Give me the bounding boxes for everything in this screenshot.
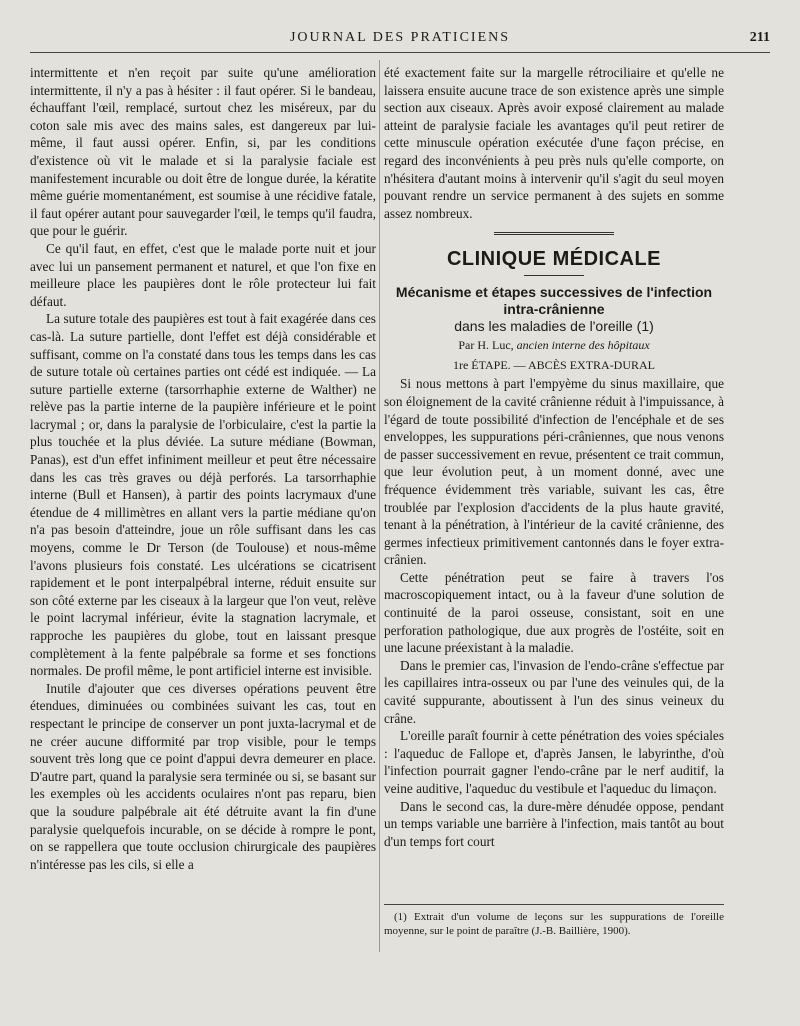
paragraph: L'oreille paraît fournir à cette pénétration des voies spéciales : l'aqueduc de Fallope et, d'après Jansen, le labyrinthe, d'où l'infection pourrait gagner l'endo-crâne par le nerf auditif, la veine auditive, l'aqueduc du vestibule et l'aqueduc du limaçon.	[384, 728, 724, 796]
stage-heading: 1re ÉTAPE. — ABCÈS EXTRA-DURAL	[452, 358, 656, 373]
paragraph: intermittente et n'en reçoit par suite qu'une amélioration intermittente, il n'y a pas à hésiter : il faut opérer. Si le bandeau, échauffant l'œil, remplacé, surtout chez les miséreux, par du coton sale mis avec des mains sales, est dangereux par lui-même, il faut aussi opérer. Enfin, si, par les conditions d'existence où vit le malade et si la paralysie faciale est manifestement incurable ou doit être de longue durée, la kératite même guérie momentanément, est soumise à une récidive fatale, il faut opérer autant pour sauvegarder l'œil, le temps qu'il faudra, que pour le guérir.	[30, 65, 376, 239]
running-title: JOURNAL DES PRATICIENS	[289, 30, 511, 45]
page-header	[30, 30, 770, 50]
right-column	[384, 64, 724, 850]
section-title: CLINIQUE MÉDICALE	[446, 248, 662, 271]
article-title-line-1: Mécanisme et étapes successives de l'infection intra-crânienne	[395, 284, 713, 318]
paragraph: La suture totale des paupières est tout à fait exagérée dans ces cas-là. La suture partielle, dont l'effet est déjà considérable et suffisant, comme on l'a constaté dans tous les temps dans les cas de suture totale où certaines parties ont cédé est indiquée. — La suture partielle externe (tarsorrhaphie externe de Walther) ne relève pas la partie interne de la paupière inférieure et le point lacrymal ; or, dans la paralysie de l'orbiculaire, c'est la partie la plus touchée et la plus déviée. La suture médiane (Bowman, Panas), est d'un effet infiniment meilleur et peut être nécessaire dans les cas très graves ou déjà perforés. La tarsorrhaphie interne (Bull et Hansen), à partir des points lacrymaux d'une étendue de 4 millimètres en allant vers la partie médiane qu'on n'a pas besoin d'atteindre, joue un rôle suffisant dans les cas moyens, comme le Dr Terson (de Toulouse) et nous-même l'avons plusieurs fois constaté. Les ulcérations se cicatrisent rapidement et le pont interpalpébral interne, réduit ensuite sur son côté externe par les ciseaux à la largeur que l'on veut, relève le point lacrymal inférieur, évite la stagnation lacrymale, et rapproche les paupières du globe, tout en laissant presque complètement à la fente palpébrale sa forme et ses fonctions normales. De profil même, le pont artificiel interne est invisible.	[30, 311, 376, 679]
paragraph: Inutile d'ajouter que ces diverses opérations peuvent être étendues, diminuées ou combinées suivant les cas, tout en respectant le principe de conserver un pont juxta-lacrymal et de ne créer aucune difformité par trop visible, pour le temps souvent très long que ce point d'appui devra demeurer en place. D'autre part, quand la paralysie sera terminée ou si, se basant sur les exemples où les accidents oculaires n'ont pas reparu, bien que la soudure palpébrale ait été détruite avant la fin d'une paralysie quelquefois incurable, on se décide à rompre le pont, on se rappellera que toute occlusion chirurgicale des paupières n'intéresse pas les cils, si elle a	[30, 680, 376, 872]
column-divider	[379, 60, 380, 952]
header-rule	[30, 52, 770, 53]
paragraph: Ce qu'il faut, en effet, c'est que le malade porte nuit et jour avec lui un pansement permanent et naturel, et que l'on fixe en meilleure place les paupières dont le rôle protecteur lui fait défaut.	[30, 240, 376, 309]
footnote	[384, 910, 724, 938]
section-separator	[494, 232, 614, 237]
paragraph: Dans le second cas, la dure-mère dénudée oppose, pendant un temps variable une barrière à l'infection, mais tantôt au bout d'un temps fort court	[384, 798, 724, 849]
title-rule	[524, 275, 584, 276]
paragraph: Si nous mettons à part l'empyème du sinus maxillaire, que son éloignement de la cavité crânienne réduit à l'impuissance, à l'égard de toute possibilité d'infection de l'encéphale et de ses enveloppes, les suppurations péri-crâniennes, que nous venons de passer successivement en revue, présentent ce trait commun, que leur évolution peut, à un moment donné, avec une fréquence évidemment très variable, suivant les cas, être troublée par l'explosion d'accidents de la plus haute gravité, tenant à la pénétration, à l'intérieur de la cavité crânienne, des germes infectieux primitivement cantonnés dans le foyer extra-crânien.	[384, 376, 724, 568]
author-affiliation: ancien interne des hôpitaux	[516, 338, 650, 353]
paragraph: Dans le premier cas, l'invasion de l'endo-crâne s'effectue par les capillaires intra-osseux ou par l'une des veinules qui, de la cavité suppurante, aboutissent à l'un des sinus veineux du crâne.	[384, 657, 724, 726]
paragraph: été exactement faite sur la margelle rétrociliaire et qu'elle ne laissera ensuite aucune trace de son existence après une simple section aux ciseaux. Après avoir exposé clairement au malade atteint de paralysie faciale les avantages qu'il peut retirer de cette minuscule opération exécutée d'une façon précise, en regard des inconvénients à peu près nuls qu'elle comporte, on n'hésitera d'autant moins à intervenir qu'il s'agit du seul moyen pouvant rendre un service permanent à des sujets en somme assez nombreux.	[384, 65, 724, 221]
footnote-text: (1) Extrait d'un volume de leçons sur les suppurations de l'oreille moyenne, sur le point de paraître (J.-B. Baillière, 1900).	[384, 911, 724, 937]
footnote-rule	[384, 904, 724, 905]
byline	[384, 337, 724, 353]
author: Par H. Luc,	[458, 338, 514, 353]
left-column	[30, 64, 376, 873]
paragraph: Cette pénétration peut se faire à travers l'os macroscopiquement intact, ou à la faveur d'une solution de continuité de la paroi osseuse, consistant, soit en une perforation pathologique, due aux progrès de l'ostéite, soit en une lacune préexistant à la maladie.	[384, 569, 724, 656]
article-title-line-2: dans les maladies de l'oreille (1)	[454, 318, 654, 335]
page-number: 211	[749, 30, 770, 45]
